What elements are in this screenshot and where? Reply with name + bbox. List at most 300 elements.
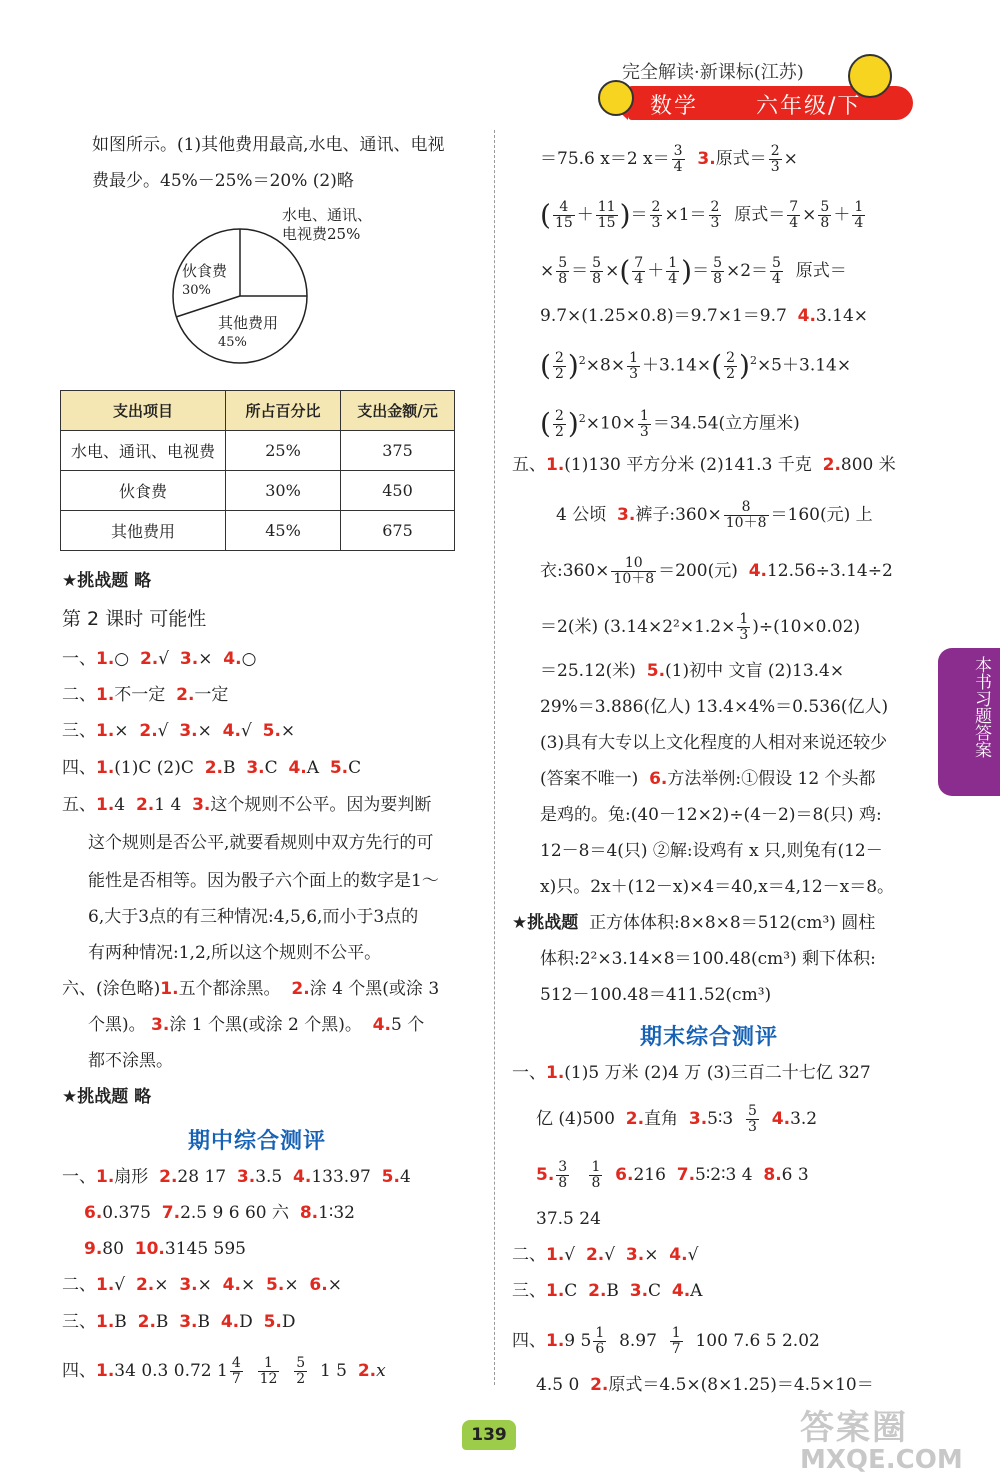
item-number: 3. — [697, 149, 716, 169]
fraction — [632, 256, 645, 287]
answer-row — [536, 1160, 809, 1191]
item-number: 3. — [151, 1015, 170, 1035]
paren: ) — [619, 198, 631, 232]
item-number: 2. — [135, 795, 155, 815]
question-label: 二、 — [62, 685, 96, 705]
question-label: 四、 — [512, 1331, 546, 1351]
question-label: 一、 — [62, 1167, 96, 1187]
answer-text: C — [648, 1281, 662, 1301]
answer-text: D — [281, 1312, 296, 1332]
table-header-row — [61, 391, 455, 431]
numerator: 1 — [671, 1325, 681, 1341]
pie-label-line: 伙食费 — [182, 262, 228, 280]
answer-text: 34 0.3 0.72 1 — [114, 1361, 228, 1381]
item-number: 4. — [748, 561, 767, 581]
answer-row — [62, 1356, 386, 1387]
answer-row — [512, 1280, 702, 1302]
numerator: 2 — [554, 407, 564, 424]
challenge-label: ★挑战题 略 — [62, 571, 152, 591]
denominator: 3 — [748, 1119, 757, 1135]
denominator: 2 — [296, 1371, 306, 1387]
numerator: 4 — [553, 200, 575, 216]
answer-text: 4 — [399, 1167, 411, 1187]
item-number: 4. — [771, 1109, 791, 1129]
answer-text: 3145 595 — [164, 1239, 246, 1259]
answer-mark: × — [198, 649, 213, 669]
denominator: 7 — [231, 1371, 241, 1387]
answer-mark: √ — [158, 649, 170, 669]
item-number: 4. — [288, 758, 307, 778]
series-title: 完全解读·新课标(江苏) — [622, 62, 804, 83]
fraction — [638, 409, 651, 440]
answer-row — [540, 612, 860, 643]
answer-row — [84, 1238, 246, 1260]
answer-text: 5 个 — [390, 1015, 425, 1035]
numerator: 5 — [592, 255, 602, 271]
answer-mark: √ — [604, 1245, 616, 1265]
challenge-label: ★挑战题 — [512, 913, 579, 933]
answer-text: ＝ — [692, 261, 710, 281]
midterm-title: 期中综合测评 — [188, 1129, 327, 1154]
exponent: 2 — [578, 354, 586, 367]
answer-text: 5∶2∶3 4 — [695, 1165, 753, 1185]
answer-row — [62, 978, 439, 1000]
paren: ) — [681, 254, 693, 288]
answer-text: 4 公顷 — [556, 505, 607, 525]
answer-text: B — [155, 1312, 169, 1332]
item-number: 2. — [139, 721, 158, 741]
numerator: 2 — [770, 143, 780, 159]
item-number: 6. — [309, 1275, 328, 1295]
answer-text: 正方体体积:8×8×8＝512(cm³) 圆柱 — [589, 913, 876, 933]
item-number: 5. — [329, 758, 349, 778]
answer-text: × — [802, 205, 817, 225]
fraction — [852, 200, 865, 231]
table-cell: 25% — [226, 431, 341, 471]
pie-label-line: 水电、通讯、 — [282, 206, 373, 224]
item-number: 2. — [822, 455, 841, 475]
answer-text: 12.56÷3.14÷2 — [766, 561, 893, 581]
denominator: 8 — [591, 1175, 601, 1191]
answer-text: 涂 4 个黑(或涂 3 — [309, 979, 440, 999]
answer-text: 512－100.48＝411.52(cm³) — [540, 985, 772, 1005]
answer-text: 个黑)。 — [88, 1015, 146, 1035]
item-number: 7. — [676, 1165, 696, 1185]
item-number: 6. — [649, 769, 668, 789]
answer-text: A — [306, 758, 320, 778]
question-label: 一、 — [512, 1063, 546, 1083]
item-number: 3. — [179, 649, 199, 669]
item-number: 2. — [137, 1312, 156, 1332]
answer-text: C — [348, 758, 362, 778]
answer-text: ＝ — [571, 261, 589, 281]
grade-label: 六年级/下 — [756, 94, 862, 119]
answer-text: 这个规则是否公平,就要看规则中双方先行的可 — [88, 833, 434, 853]
numerator: 1 — [639, 407, 649, 424]
item-number: 1. — [160, 979, 179, 999]
fraction — [670, 1326, 683, 1357]
answer-mark: ○ — [114, 649, 130, 669]
answer-text: (3)具有大专以上文化程度的人相对来说还较少 — [540, 733, 888, 753]
answer-row — [62, 1274, 342, 1296]
answer-mark: √ — [157, 721, 169, 741]
denominator: 8 — [592, 271, 602, 287]
watermark-top: 答案圈 — [800, 1408, 908, 1448]
answer-text: 衣:360× — [540, 561, 610, 581]
item-number: 10. — [134, 1239, 165, 1259]
denominator: 10＋8 — [725, 515, 767, 531]
denominator: 8 — [558, 271, 568, 287]
denominator: 3 — [739, 627, 749, 643]
answer-row — [84, 1202, 355, 1224]
question-label: 三、 — [62, 1312, 96, 1332]
item-number: 5. — [266, 1275, 285, 1295]
item-number: 2. — [135, 1275, 155, 1295]
answer-text: 都不涂黑。 — [88, 1051, 173, 1071]
item-number: 3. — [246, 758, 265, 778]
fraction — [666, 256, 679, 287]
item-number: 1. — [546, 1331, 565, 1351]
answer-text: 3.14× — [815, 306, 869, 326]
item-number: 5. — [646, 661, 666, 681]
numerator: 5 — [558, 255, 568, 271]
answer-row — [540, 408, 800, 440]
denominator: 7 — [671, 1341, 681, 1357]
fraction — [787, 200, 800, 231]
item-number: 2. — [139, 649, 159, 669]
fraction — [818, 200, 831, 231]
answer-text: 体积:2²×3.14×8＝100.48(cm³) 剩下体积: — [540, 949, 876, 969]
answer-text: ×1＝ — [664, 205, 707, 225]
numerator: 1 — [595, 1325, 605, 1341]
answer-row — [540, 556, 893, 587]
item-number: 9. — [84, 1239, 103, 1259]
table-cell: 375 — [341, 431, 455, 471]
answer-row — [540, 350, 851, 382]
answer-text: 133.97 — [311, 1167, 371, 1187]
column-divider — [494, 130, 495, 1385]
paren: ) — [567, 349, 579, 383]
answer-text: 29%＝3.886(亿人) 13.4×4%＝0.536(亿人) — [540, 697, 889, 717]
fraction — [724, 351, 737, 382]
fraction — [711, 256, 724, 287]
item-number: 5. — [381, 1167, 400, 1187]
answer-text: 3.5 — [255, 1167, 283, 1187]
answer-text: x — [376, 1361, 386, 1381]
answer-mark: √ — [687, 1245, 699, 1265]
item-number: 3. — [629, 1281, 649, 1301]
item-number: 2. — [357, 1361, 377, 1381]
denominator: 3 — [651, 215, 661, 231]
item-number: 3. — [179, 1312, 198, 1332]
denominator: 4 — [789, 215, 799, 231]
answer-row — [536, 1104, 817, 1135]
numerator: 7 — [789, 199, 799, 215]
answer-text: 37.5 24 — [536, 1209, 601, 1229]
denominator: 4 — [668, 271, 678, 287]
denominator: 10＋8 — [613, 571, 655, 587]
item-number: 1. — [96, 721, 115, 741]
final-title: 期末综合测评 — [640, 1025, 779, 1050]
item-number: 1. — [96, 685, 115, 705]
answer-text: 有两种情况:1,2,所以这个规则不公平。 — [88, 943, 382, 963]
item-number: 1. — [96, 795, 115, 815]
answer-text: 这个规则不公平。因为要判断 — [210, 795, 432, 815]
numerator: 1 — [668, 255, 678, 271]
item-number: 4. — [797, 306, 816, 326]
pie-label-utilities — [282, 206, 372, 244]
answer-row — [88, 1014, 424, 1036]
answer-mark: × — [280, 721, 296, 741]
item-number: 4. — [669, 1245, 688, 1265]
answer-text: ＝34.54(立方厘米) — [652, 413, 800, 434]
numerator: 3 — [558, 1159, 568, 1175]
answer-text: 扇形 — [114, 1167, 149, 1187]
answer-text: (1)初中 文盲 (2)13.4× — [665, 661, 845, 681]
paren: ( — [540, 198, 551, 232]
numerator: 8 — [724, 500, 769, 516]
item-number: 1. — [546, 1281, 565, 1301]
question-label: 二、 — [62, 1275, 96, 1295]
answer-text: 原式＝ — [715, 149, 767, 169]
item-number: 3. — [179, 1275, 198, 1295]
table-header: 支出项目 — [61, 391, 226, 431]
item-number: 1. — [96, 649, 115, 669]
fraction — [709, 200, 722, 231]
answer-text: ＋ — [576, 205, 594, 225]
item-number: 3. — [625, 1245, 645, 1265]
fraction — [294, 1356, 307, 1387]
paren: ( — [619, 254, 631, 288]
table-cell: 30% — [226, 471, 341, 511]
answer-text: 亿 (4)500 — [536, 1109, 615, 1129]
table-cell: 450 — [341, 471, 455, 511]
answer-text: 8.97 — [619, 1331, 657, 1351]
answer-text: 2.5 9 6 60 六 — [180, 1203, 289, 1223]
answer-row — [556, 500, 873, 531]
denominator: 3 — [629, 365, 639, 382]
answer-text: 1∶32 — [318, 1203, 355, 1223]
answer-row — [62, 757, 361, 779]
answer-text: ×10× — [585, 413, 636, 434]
subject-label: 数学 — [650, 94, 699, 119]
answer-mark: × — [114, 721, 129, 741]
item-number: 8. — [763, 1165, 782, 1185]
item-number: 2. — [176, 685, 195, 705]
answer-text: × — [605, 261, 620, 281]
denominator: 15 — [597, 215, 616, 231]
answer-text: A — [690, 1281, 703, 1301]
answer-row — [540, 144, 798, 175]
answer-text: ＝2(米) (3.14×2²×1.2× — [540, 617, 736, 637]
fraction — [650, 200, 663, 231]
answer-text: D — [239, 1312, 253, 1332]
answer-row — [540, 660, 844, 682]
item-number: 4. — [220, 1312, 240, 1332]
answer-row — [540, 305, 868, 327]
numerator: 5 — [713, 255, 722, 271]
answer-text: 6,大于3点的有三种情况:4,5,6,而小于3点的 — [88, 907, 419, 927]
numerator: 5 — [296, 1355, 306, 1371]
numerator: 1 — [739, 611, 749, 627]
answers-side-tab[interactable] — [938, 648, 1000, 796]
answer-mark: × — [197, 721, 212, 741]
answer-text: 涂 1 个黑(或涂 2 个黑)。 — [169, 1015, 362, 1035]
fraction — [737, 612, 750, 643]
item-number: 2. — [204, 758, 223, 778]
answer-text: ×5＋3.14× — [756, 355, 852, 376]
item-number: 3. — [236, 1167, 256, 1187]
fraction — [724, 500, 769, 531]
table-row — [61, 471, 455, 511]
numerator: 4 — [231, 1355, 241, 1371]
pie-label-other — [218, 314, 278, 352]
question-label: 四、 — [62, 758, 96, 778]
fraction — [611, 556, 656, 587]
answer-mark: × — [284, 1275, 299, 1295]
answer-row — [62, 1166, 411, 1188]
answer-mark: √ — [240, 721, 252, 741]
answer-row — [540, 256, 847, 287]
answer-text: 原式＝ — [734, 205, 786, 225]
fraction — [556, 1160, 569, 1191]
fraction — [230, 1356, 243, 1387]
item-number: 5. — [262, 721, 281, 741]
fraction — [769, 144, 782, 175]
numerator: 11 — [597, 199, 616, 215]
numerator: 3 — [673, 143, 683, 159]
table-cell: 45% — [226, 511, 341, 551]
item-number: 4. — [223, 649, 242, 669]
item-number: 2. — [585, 1245, 605, 1265]
answer-text: 1 4 — [154, 795, 182, 815]
answer-text: ×2＝ — [725, 261, 769, 281]
question-label: 五、 — [62, 795, 96, 815]
question-label: 四、 — [62, 1361, 96, 1381]
numerator: 10 — [611, 556, 656, 572]
item-number: 1. — [96, 1361, 115, 1381]
answer-text: ＝25.12(米) — [540, 661, 636, 681]
answer-row — [62, 794, 431, 816]
answer-text: 1 5 — [319, 1361, 347, 1381]
item-number: 4. — [222, 721, 241, 741]
item-number: 1. — [96, 1275, 115, 1295]
numerator: 5 — [820, 199, 830, 215]
table-cell: 水电、通讯、电视费 — [61, 431, 226, 471]
answer-text: (答案不唯一) — [540, 769, 639, 789]
answer-text: 不一定 — [114, 685, 166, 705]
paren: ( — [711, 349, 723, 383]
denominator: 15 — [554, 215, 573, 231]
pie-label-line: 其他费用 — [218, 314, 279, 332]
answer-text: ＝160(元) 上 — [770, 505, 873, 525]
fraction — [589, 1160, 602, 1191]
answer-row — [62, 1311, 296, 1333]
answer-text: × — [540, 261, 555, 281]
answer-text: 能性是否相等。因为骰子六个面上的数字是1～ — [88, 871, 439, 891]
numerator: 1 — [258, 1356, 280, 1372]
answer-row — [62, 720, 295, 742]
denominator: 3 — [710, 215, 720, 231]
answer-text: 800 米 — [840, 455, 896, 475]
answer-text: 12－8＝4(只) ②解:设鸡有 x 只,则兔有(12－ — [540, 841, 883, 861]
answer-text: 9 5 — [564, 1331, 592, 1351]
table-cell: 675 — [341, 511, 455, 551]
numerator: 2 — [726, 349, 735, 366]
pie-label-line: 电视费25% — [282, 225, 361, 243]
answer-text: C — [264, 758, 278, 778]
answer-text: 直角 — [644, 1109, 679, 1129]
answer-text: ＝ — [630, 205, 648, 225]
answer-text: 216 — [633, 1165, 666, 1185]
answer-text: ＋ — [647, 261, 665, 281]
challenge-label: ★挑战题 略 — [62, 1087, 152, 1107]
answer-text: 是鸡的。兔:(40－12×2)÷(4－2)＝8(只) 鸡: — [540, 805, 882, 825]
answer-text: 五个都涂黑。 — [178, 979, 281, 999]
question-label: 三、 — [512, 1281, 546, 1301]
answer-text: x)只。2x＋(12－x)×4＝40,x＝4,12－x＝8。 — [540, 877, 895, 897]
answer-text: 28 17 — [177, 1167, 227, 1187]
answer-row — [512, 1062, 871, 1084]
answer-text: 原式＝ — [795, 261, 847, 281]
denominator: 8 — [820, 215, 830, 231]
watermark — [800, 1400, 963, 1475]
item-number: 7. — [161, 1203, 181, 1223]
numerator: 1 — [629, 349, 639, 366]
item-number: 4. — [671, 1281, 691, 1301]
answer-text: C — [564, 1281, 578, 1301]
denominator: 4 — [673, 159, 683, 175]
item-number: 3. — [192, 795, 211, 815]
answer-text: B — [197, 1312, 211, 1332]
item-number: 1. — [96, 1167, 115, 1187]
question-label: 一、 — [62, 649, 96, 669]
item-number: 1. — [546, 455, 565, 475]
pie-label-food — [182, 262, 227, 300]
paren: ) — [567, 407, 579, 441]
answer-row — [512, 912, 875, 934]
answer-text: 6 3 — [781, 1165, 809, 1185]
numerator: 2 — [651, 199, 661, 215]
item-number: 6. — [615, 1165, 634, 1185]
item-number: 4. — [222, 1275, 241, 1295]
item-number: 2. — [159, 1167, 178, 1187]
exponent: 2 — [578, 412, 586, 425]
lesson-title: 第 2 课时 可能性 — [62, 608, 207, 630]
fraction — [770, 256, 783, 287]
answer-text: ＋3.14× — [642, 355, 712, 376]
fraction — [258, 1356, 280, 1387]
paren: ( — [540, 407, 551, 441]
answer-text: ＝200(元) — [658, 561, 738, 581]
table-header: 所占百分比 — [226, 391, 341, 431]
fraction — [627, 351, 640, 382]
denominator: 4 — [772, 271, 781, 287]
fraction — [746, 1104, 759, 1135]
answer-text: 5∶3 — [707, 1109, 734, 1129]
denominator: 8 — [713, 271, 722, 287]
item-number: 4. — [293, 1167, 312, 1187]
pie-label-line: 45% — [218, 335, 247, 350]
item-number: 4. — [372, 1015, 391, 1035]
numerator: 7 — [634, 255, 644, 271]
answer-text: ＝75.6 x＝2 x＝ — [540, 149, 670, 169]
expense-table — [60, 390, 455, 551]
denominator: 4 — [634, 271, 644, 287]
answer-text: ×8× — [585, 355, 626, 376]
item-number: 3. — [179, 721, 198, 741]
answer-row — [536, 1374, 874, 1396]
